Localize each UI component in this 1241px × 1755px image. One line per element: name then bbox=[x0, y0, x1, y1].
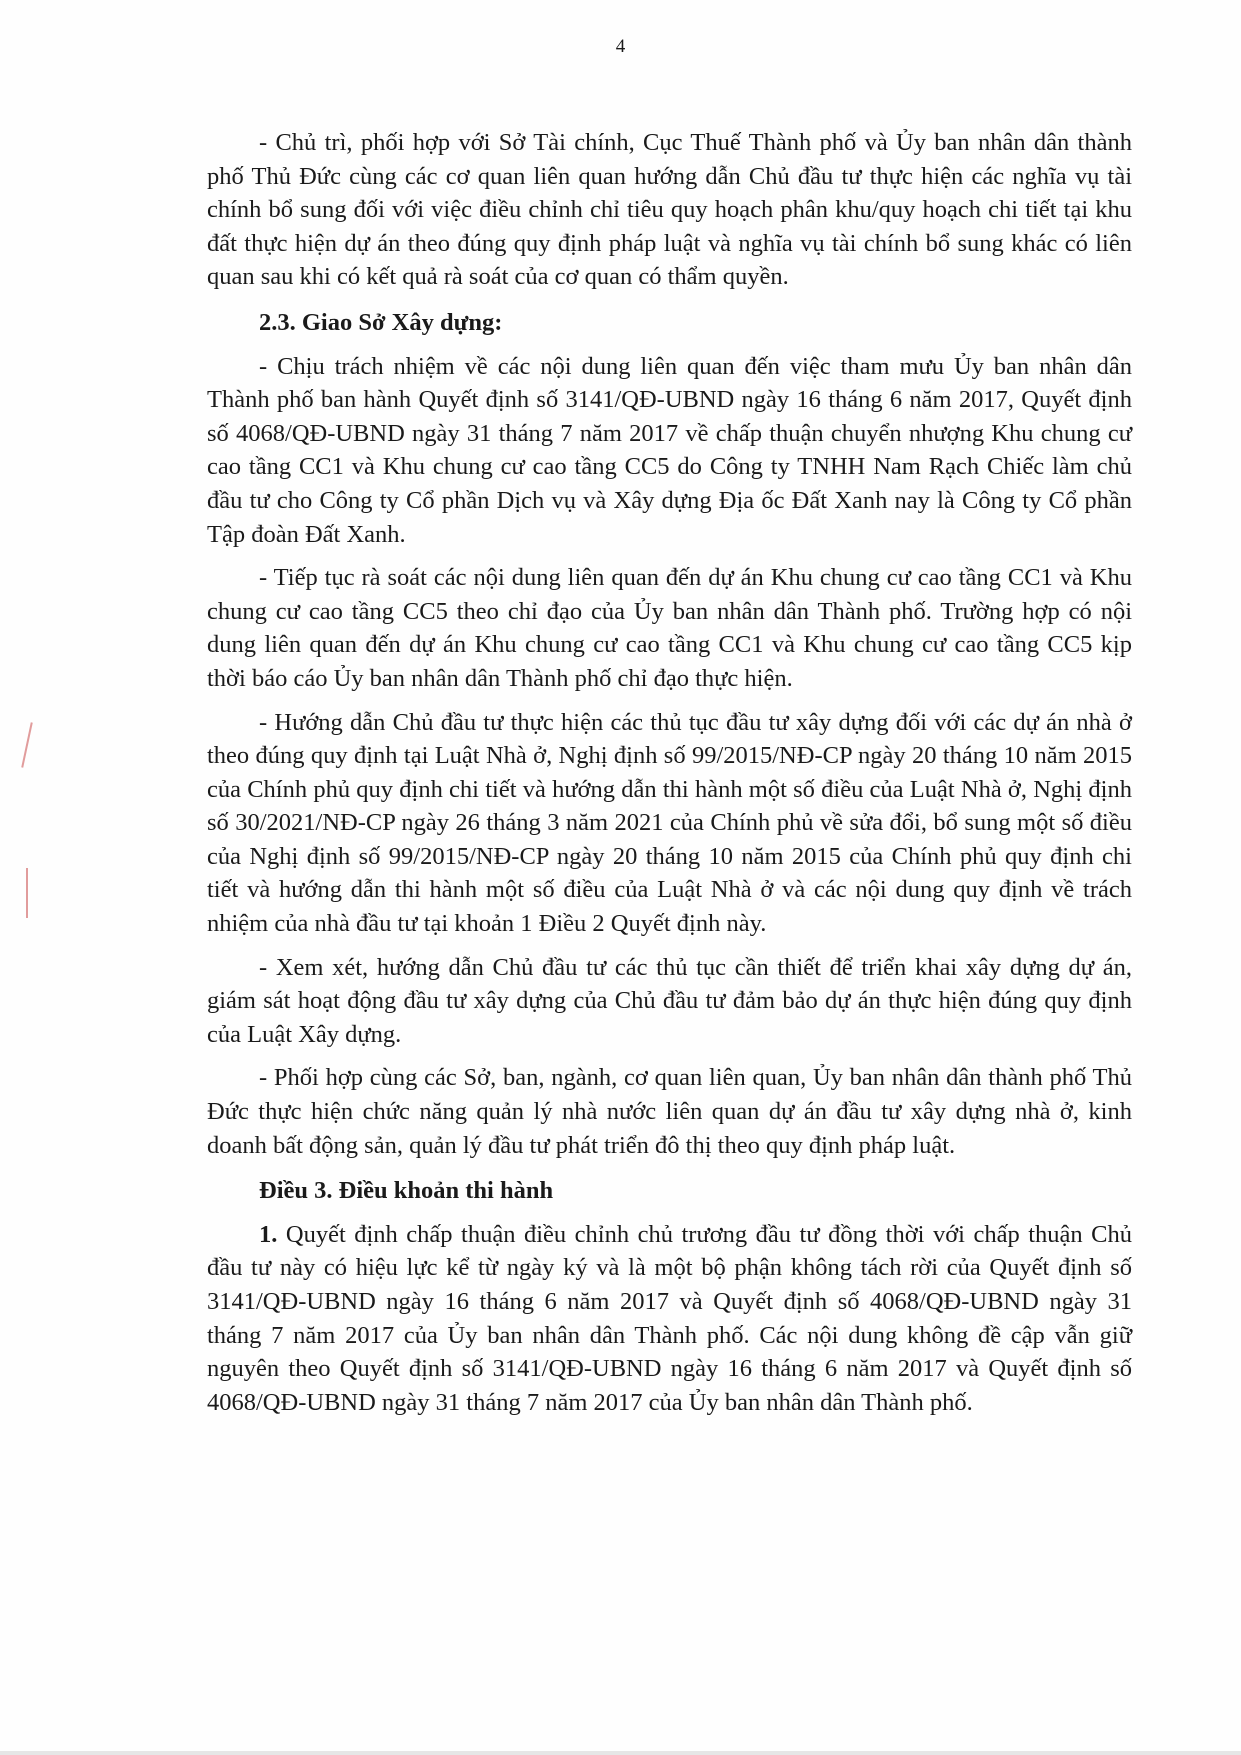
page-number: 4 bbox=[615, 36, 626, 57]
margin-pen-mark bbox=[26, 868, 28, 918]
paragraph-guidance-procedures: - Hướng dẫn Chủ đầu tư thực hiện các thủ tục đầu tư xây dựng đối với các dự án nhà ở theo đúng quy định tại Luật Nhà ở, Nghị định số 99/2015/NĐ-CP ngày 20 tháng 10 năm 2015 của Chính phủ quy định chi tiết và hướng dẫn thi hành một số điều của Luật Nhà ở, Nghị định số 30/2021/NĐ-CP ngày 26 tháng 3 năm 2021 của Chính phủ về sửa đổi, bổ sung một số điều của Nghị định số 99/2015/NĐ-CP ngày 20 tháng 10 năm 2015 của Chính phủ quy định chi tiết và hướng dẫn thi hành một số điều của Luật Nhà ở và các nội dung quy định về trách nhiệm của nhà đầu tư tại khoản 1 Điều 2 Quyết định này. bbox=[207, 708, 1132, 938]
paragraph-coordination: - Phối hợp cùng các Sở, ban, ngành, cơ quan liên quan, Ủy ban nhân dân thành phố Thủ Đức thực hiện chức năng quản lý nhà nước liên quan dự án đầu tư xây dựng nhà ở, kinh doanh bất động sản, quản lý đầu tư phát triển đô thị theo quy định pháp luật. bbox=[207, 1064, 1132, 1159]
clause-text: Quyết định chấp thuận điều chỉnh chủ trương đầu tư đồng thời với chấp thuận Chủ đầu tư này có hiệu lực kể từ ngày ký và là một bộ phận không tách rời của Quyết định số 3141/QĐ-UBND ngày 16 tháng 6 năm 2017 và Quyết định số 4068/QĐ-UBND ngày 31 tháng 7 năm 2017 của Ủy ban nhân dân Thành phố. Các nội dung không đề cập vẫn giữ nguyên theo Quyết định số 3141/QĐ-UBND ngày 16 tháng 6 năm 2017 và Quyết định số 4068/QĐ-UBND ngày 31 tháng 7 năm 2017 của Ủy ban nhân dân Thành phố. bbox=[207, 1220, 1132, 1416]
paragraph-supervision: - Xem xét, hướng dẫn Chủ đầu tư các thủ tục cần thiết để triển khai xây dựng dự án, giám sát hoạt động đầu tư xây dựng của Chủ đầu tư đảm bảo dự án thực hiện đúng quy định của Luật Xây dựng. bbox=[207, 953, 1132, 1048]
paragraph-effective-clause bbox=[207, 1218, 1132, 1420]
paragraph-responsibility: - Chịu trách nhiệm về các nội dung liên quan đến việc tham mưu Ủy ban nhân dân Thành phố ban hành Quyết định số 3141/QĐ-UBND ngày 16 tháng 6 năm 2017, Quyết định số 4068/QĐ-UBND ngày 31 tháng 7 năm 2017 về chấp thuận chuyển nhượng Khu chung cư cao tầng CC1 và Khu chung cư cao tầng CC5 do Công ty TNHH Nam Rạch Chiếc làm chủ đầu tư cho Công ty Cổ phần Dịch vụ và Xây dựng Địa ốc Đất Xanh nay là Công ty Cổ phần Tập đoàn Đất Xanh. bbox=[207, 352, 1132, 548]
margin-pen-mark bbox=[21, 722, 33, 767]
paragraph-continue-review: - Tiếp tục rà soát các nội dung liên quan đến dự án Khu chung cư cao tầng CC1 và Khu chung cư cao tầng CC5 theo chỉ đạo của Ủy ban nhân dân Thành phố. Trường hợp có nội dung liên quan đến dự án Khu chung cư cao tầng CC1 và Khu chung cư cao tầng CC5 kịp thời báo cáo Ủy ban nhân dân Thành phố chỉ đạo thực hiện. bbox=[207, 564, 1132, 692]
article-3-heading: Điều 3. Điều khoản thi hành bbox=[259, 1177, 554, 1205]
section-heading-2-3: 2.3. Giao Sở Xây dựng: bbox=[259, 308, 503, 336]
page-bottom-edge bbox=[0, 1751, 1241, 1755]
document-body bbox=[207, 126, 1132, 1419]
paragraph-tax-coordination: - Chủ trì, phối hợp với Sở Tài chính, Cục Thuế Thành phố và Ủy ban nhân dân thành phố Thủ Đức cùng các cơ quan liên quan hướng dẫn Chủ đầu tư thực hiện các nghĩa vụ tài chính bổ sung đối với việc điều chỉnh chỉ tiêu quy hoạch phân khu/quy hoạch chi tiết tại khu đất thực hiện dự án theo đúng quy định pháp luật và nghĩa vụ tài chính bổ sung khác có liên quan sau khi có kết quả rà soát của cơ quan có thẩm quyền. bbox=[207, 129, 1132, 291]
clause-number: 1. bbox=[259, 1220, 278, 1248]
